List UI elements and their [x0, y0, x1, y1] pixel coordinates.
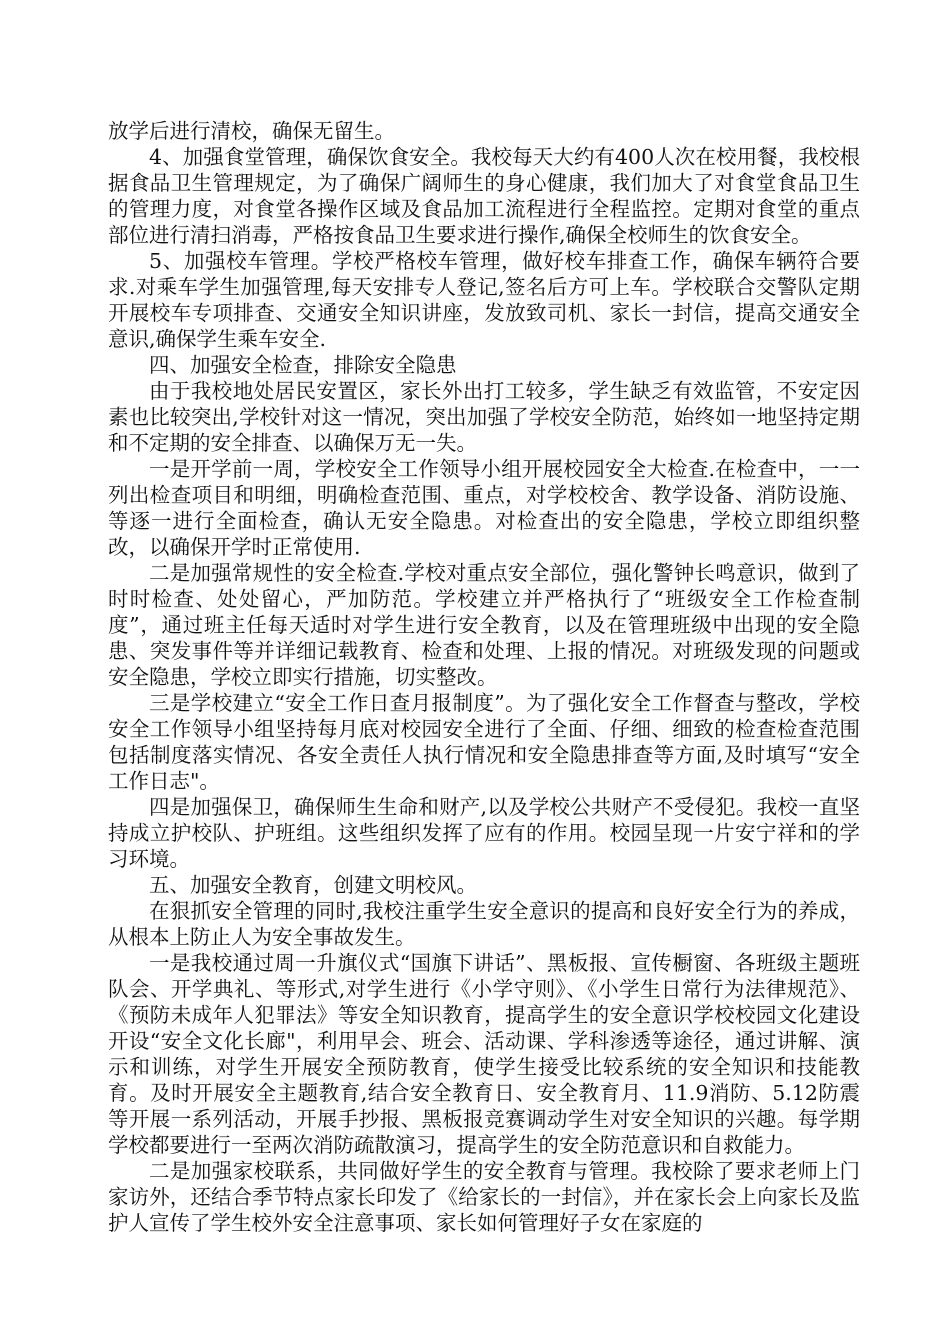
- paragraph: 4、加强食堂管理，确保饮食安全。我校每天大约有400人次在校用餐，我校根据食品卫生管理规定，为了确保广阔师生的身心健康，我们加大了对食堂食品卫生的管理力度，对食堂各操作区域及食品加工流程进行全程监控。定期对食堂的重点部位进行清扫消毒，严格按食品卫生要求进行操作,确保全校师生的饮食安全。: [108, 145, 860, 247]
- document-page: [108, 118, 860, 1236]
- paragraph: 放学后进行清校，确保无留生。: [108, 119, 395, 143]
- section-heading: 四、加强安全检查，排除安全隐患: [149, 353, 457, 377]
- paragraph: 一是开学前一周，学校安全工作领导小组开展校园安全大检查.在检查中，一一列出检查项目和明细，明确检查范围、重点，对学校校舍、教学设备、消防设施、等逐一进行全面检查，确认无安全隐患。对检查出的安全隐患，学校立即组织整改，以确保开学时正常使用.: [108, 457, 860, 559]
- paragraph: 二是加强常规性的安全检查.学校对重点安全部位，强化警钟长鸣意识，做到了时时检查、处处留心，严加防范。学校建立并严格执行了“班级安全工作检查制度”，通过班主任每天适时对学生进行安全教育，以及在管理班级中出现的安全隐患、突发事件等并详细记载教育、检查和处理、上报的情况。对班级发现的问题或安全隐患，学校立即实行措施，切实整改。: [108, 561, 860, 689]
- section-heading: 五、加强安全教育，创建文明校风。: [149, 873, 477, 897]
- paragraph: 四是加强保卫，确保师生生命和财产,以及学校公共财产不受侵犯。我校一直坚持成立护校队、护班组。这些组织发挥了应有的作用。校园呈现一片安宁祥和的学习环境。: [108, 795, 860, 871]
- paragraph: 二是加强家校联系，共同做好学生的安全教育与管理。我校除了要求老师上门家访外，还结合季节特点家长印发了《给家长的一封信》，并在家长会上向家长及监护人宣传了学生校外安全注意事项、家长如何管理好子女在家庭的: [108, 1159, 860, 1235]
- paragraph: 一是我校通过周一升旗仪式“国旗下讲话”、黑板报、宣传橱窗、各班级主题班队会、开学典礼、等形式,对学生进行《小学守则》、《小学生日常行为法律规范》、《预防未成年人犯罪法》等安全知识教育，提高学生的安全意识学校校园文化建设开设“安全文化长廊"，利用早会、班会、活动课、学科渗透等途径，通过讲解、演示和训练，对学生开展安全预防教育，使学生接受比较系统的安全知识和技能教育。及时开展安全主题教育,结合安全教育日、安全教育月、11.9消防、5.12防震等开展一系列活动，开展手抄报、黑板报竞赛调动学生对安全知识的兴趣。每学期学校都要进行一至两次消防疏散演习，提高学生的安全防范意识和自救能力。: [108, 951, 860, 1157]
- paragraph: 由于我校地处居民安置区，家长外出打工较多，学生缺乏有效监管，不安定因素也比较突出,学校针对这一情况，突出加强了学校安全防范，始终如一地坚持定期和不定期的安全排查、以确保万无一失。: [108, 379, 860, 455]
- paragraph: 在狠抓安全管理的同时,我校注重学生安全意识的提高和良好安全行为的养成，从根本上防止人为安全事故发生。: [108, 899, 860, 949]
- paragraph: 5、加强校车管理。学校严格校车管理，做好校车排查工作，确保车辆符合要求.对乘车学生加强管理,每天安排专人登记,签名后方可上车。学校联合交警队定期开展校车专项排查、交通安全知识讲座，发放致司机、家长一封信，提高交通安全意识,确保学生乘车安全.: [108, 249, 860, 351]
- paragraph: 三是学校建立“安全工作日查月报制度”。为了强化安全工作督查与整改，学校安全工作领导小组坚持每月底对校园安全进行了全面、仔细、细致的检查检查范围包括制度落实情况、各安全责任人执行情况和安全隐患排查等方面,及时填写“安全工作日志"。: [108, 691, 860, 793]
